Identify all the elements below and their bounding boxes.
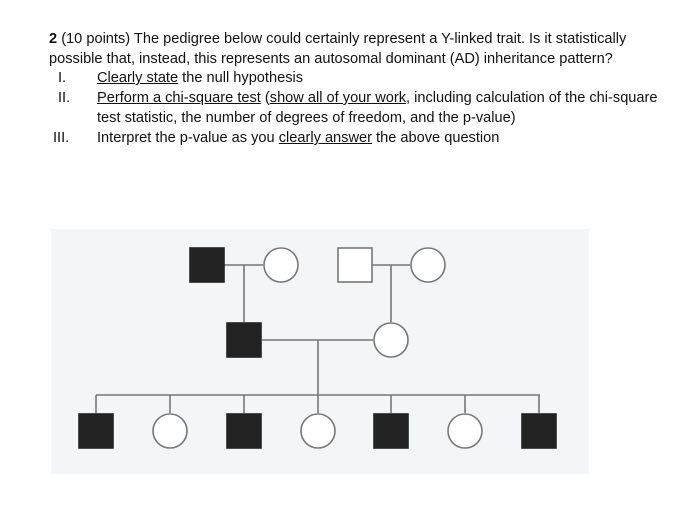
task-2-rest: , including calculation of the chi-square bbox=[406, 90, 658, 106]
affected-male-gen1-1 bbox=[190, 248, 224, 282]
task-3-underlined: clearly answer bbox=[278, 130, 372, 146]
question-number: 2 bbox=[49, 31, 58, 47]
affected-male-gen2-1 bbox=[227, 323, 261, 357]
unaffected-female-gen3-2 bbox=[153, 414, 187, 448]
task-3-pre: Interpret the p-value as you bbox=[97, 130, 279, 146]
pedigree-lines bbox=[96, 265, 540, 413]
unaffected-female-gen1-4 bbox=[411, 248, 445, 282]
task-2-underlined-a: Perform a chi-square test bbox=[97, 90, 261, 106]
task-2-line2: test statistic, the number of degrees of freedom, and the p-value) bbox=[97, 110, 516, 126]
task-numeral-1: I. bbox=[58, 70, 67, 86]
question-points: (10 points) bbox=[61, 31, 131, 47]
unaffected-female-gen2-2 bbox=[374, 323, 408, 357]
unaffected-female-gen3-4 bbox=[301, 414, 335, 448]
affected-male-gen3-1 bbox=[79, 414, 113, 448]
task-numeral-2: II. bbox=[58, 90, 71, 106]
unaffected-female-gen1-2 bbox=[264, 248, 298, 282]
task-2-underlined-b: show all of your work bbox=[269, 90, 407, 106]
question-text-line1: The pedigree below could certainly represent a Y-linked trait. Is it statistically bbox=[130, 31, 627, 47]
affected-male-gen3-3 bbox=[227, 414, 261, 448]
unaffected-male-gen1-3 bbox=[338, 248, 372, 282]
task-1-underlined: Clearly state bbox=[97, 70, 179, 86]
task-1-rest: the null hypothesis bbox=[178, 70, 304, 86]
question-text-line2: possible that, instead, this represents an autosomal dominant (AD) inheritance pattern? bbox=[49, 51, 613, 67]
affected-male-gen3-5 bbox=[374, 414, 408, 448]
task-2-paren: ( bbox=[260, 90, 270, 106]
affected-male-gen3-7 bbox=[522, 414, 556, 448]
unaffected-female-gen3-6 bbox=[448, 414, 482, 448]
task-3-rest: the above question bbox=[372, 130, 500, 146]
task-numeral-3: III. bbox=[53, 130, 70, 146]
